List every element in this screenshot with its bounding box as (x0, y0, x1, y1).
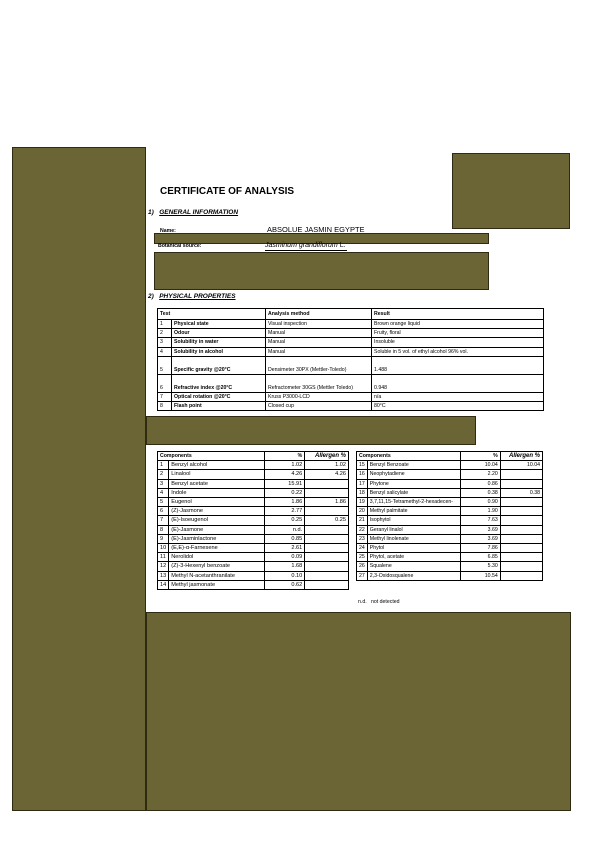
component-name: (Z)-Jasmone (169, 507, 265, 516)
component-allergen (305, 525, 349, 534)
component-allergen (305, 553, 349, 562)
footnote (358, 599, 400, 605)
component-row (158, 571, 349, 580)
component-number: 3 (158, 479, 169, 488)
component-name: Eugenol (169, 498, 265, 507)
component-allergen (305, 488, 349, 497)
component-row (357, 534, 543, 543)
component-number: 7 (158, 516, 169, 525)
component-percent: 0.62 (265, 580, 305, 589)
row-number: 8 (158, 402, 172, 411)
component-row (158, 470, 349, 479)
botanical-source-label: Botanical source: (158, 243, 202, 249)
table-row (158, 374, 544, 392)
component-name: Phytol (367, 544, 460, 553)
component-number: 19 (357, 498, 368, 507)
component-number: 10 (158, 544, 169, 553)
test-name: Optical rotation @20°C (172, 392, 266, 401)
component-percent: 1.02 (265, 461, 305, 470)
result: Insoluble (372, 338, 544, 347)
component-row (158, 498, 349, 507)
row-number: 2 (158, 329, 172, 338)
component-percent: 1.68 (265, 562, 305, 571)
component-row (357, 507, 543, 516)
component-row (357, 525, 543, 534)
table-header-row (158, 452, 349, 461)
component-percent: n.d. (265, 525, 305, 534)
component-row (158, 488, 349, 497)
analysis-method: Manual (266, 329, 372, 338)
component-number: 13 (158, 571, 169, 580)
test-name: Odour (172, 329, 266, 338)
component-percent: 0.85 (265, 534, 305, 543)
component-percent: 1.86 (265, 498, 305, 507)
component-allergen: 0.38 (500, 488, 542, 497)
table-header-row (357, 452, 543, 461)
result: Brown orange liquid (372, 320, 544, 329)
component-name: Isophytol (367, 516, 460, 525)
component-row (158, 479, 349, 488)
component-number: 17 (357, 479, 368, 488)
component-percent: 10.54 (460, 571, 500, 580)
row-number: 4 (158, 347, 172, 356)
botanical-species: Jasminum grandiflorum (265, 242, 338, 249)
component-allergen (305, 507, 349, 516)
table-row (158, 402, 544, 411)
header-components: Components (158, 452, 265, 461)
component-percent: 15.91 (265, 479, 305, 488)
component-row (357, 479, 543, 488)
component-row (357, 562, 543, 571)
test-name: Refractive index @20°C (172, 374, 266, 392)
component-row (158, 562, 349, 571)
botanical-source-value (265, 241, 347, 251)
analysis-method: Visual inspection (266, 320, 372, 329)
component-name: 3,7,11,15-Tetramethyl-2-hexadecen- (367, 498, 460, 507)
component-name: Indole (169, 488, 265, 497)
test-name: Solubility in water (172, 338, 266, 347)
component-name: Methyl palmitate (367, 507, 460, 516)
component-number: 18 (357, 488, 368, 497)
row-number: 6 (158, 374, 172, 392)
component-number: 22 (357, 525, 368, 534)
components-left-body (158, 461, 349, 590)
header-percent: % (265, 452, 305, 461)
table-row (158, 347, 544, 356)
component-name: Benzyl alcohol (169, 461, 265, 470)
component-number: 15 (357, 461, 368, 470)
component-row (158, 525, 349, 534)
redacted-section-header (146, 416, 476, 445)
component-row (357, 488, 543, 497)
component-number: 11 (158, 553, 169, 562)
analysis-method: Kruss P3000-LCD (266, 392, 372, 401)
component-allergen (500, 507, 542, 516)
component-allergen (500, 553, 542, 562)
component-percent: 4.26 (265, 470, 305, 479)
component-row (357, 516, 543, 525)
component-name: Neophytadiene (367, 470, 460, 479)
component-allergen (305, 479, 349, 488)
component-number: 9 (158, 534, 169, 543)
redacted-logo-area (452, 153, 570, 229)
header-percent: % (460, 452, 500, 461)
component-name: Geranyl linalol (367, 525, 460, 534)
component-percent: 0.10 (265, 571, 305, 580)
header-test: Test (158, 309, 266, 320)
row-number: 3 (158, 338, 172, 347)
table-row (158, 392, 544, 401)
section-general-information (148, 209, 238, 216)
component-number: 1 (158, 461, 169, 470)
result: Soluble in 5 vol. of ethyl alcohol 96% vol. (372, 347, 544, 356)
component-number: 2 (158, 470, 169, 479)
component-name: Methyl linolenate (367, 534, 460, 543)
table-row (158, 356, 544, 374)
component-percent: 0.25 (265, 516, 305, 525)
component-percent: 2.20 (460, 470, 500, 479)
row-number: 1 (158, 320, 172, 329)
component-number: 20 (357, 507, 368, 516)
component-number: 16 (357, 470, 368, 479)
physical-properties-table (157, 308, 544, 411)
component-percent: 0.09 (265, 553, 305, 562)
component-allergen (500, 525, 542, 534)
component-row (158, 507, 349, 516)
component-number: 26 (357, 562, 368, 571)
component-name: Squalene (367, 562, 460, 571)
component-allergen (305, 580, 349, 589)
component-allergen: 10.04 (500, 461, 542, 470)
component-name: Benzyl salicylate (367, 488, 460, 497)
component-name: Benzyl Benzoate (367, 461, 460, 470)
analysis-method: Closed cup (266, 402, 372, 411)
component-percent: 0.38 (460, 488, 500, 497)
component-percent: 10.04 (460, 461, 500, 470)
analysis-method: Manual (266, 347, 372, 356)
component-allergen (305, 571, 349, 580)
component-percent: 2.77 (265, 507, 305, 516)
component-name: (E)-Isoeugenol (169, 516, 265, 525)
component-name: 2,3-Oxidosqualene (367, 571, 460, 580)
section-number: 2) (148, 293, 154, 300)
component-percent: 3.69 (460, 525, 500, 534)
component-row (158, 534, 349, 543)
component-allergen (500, 479, 542, 488)
section-physical-properties (148, 293, 236, 300)
component-allergen (305, 544, 349, 553)
row-number: 7 (158, 392, 172, 401)
component-row (158, 544, 349, 553)
component-name: Methyl N-acetanthranilate (169, 571, 265, 580)
components-right-body (357, 461, 543, 581)
component-allergen (500, 562, 542, 571)
component-number: 24 (357, 544, 368, 553)
component-row (357, 544, 543, 553)
test-name: Physical state (172, 320, 266, 329)
result: n/a (372, 392, 544, 401)
component-number: 14 (158, 580, 169, 589)
component-number: 23 (357, 534, 368, 543)
component-number: 27 (357, 571, 368, 580)
component-allergen (500, 544, 542, 553)
component-row (158, 461, 349, 470)
component-allergen: 0.25 (305, 516, 349, 525)
component-percent: 2.61 (265, 544, 305, 553)
row-number: 5 (158, 356, 172, 374)
component-allergen: 4.26 (305, 470, 349, 479)
component-row (357, 553, 543, 562)
component-allergen (305, 534, 349, 543)
component-percent: 0.22 (265, 488, 305, 497)
component-row (158, 553, 349, 562)
result: Fruity, floral (372, 329, 544, 338)
components-table-left (157, 451, 349, 590)
component-number: 5 (158, 498, 169, 507)
result: 1.488 (372, 356, 544, 374)
component-row (357, 571, 543, 580)
component-row (158, 516, 349, 525)
component-name: Nerolidol (169, 553, 265, 562)
component-allergen (305, 562, 349, 571)
section-heading: GENERAL INFORMATION (159, 209, 239, 216)
test-name: Flash point (172, 402, 266, 411)
redacted-left-margin (12, 147, 146, 811)
test-name: Specific gravity @20°C (172, 356, 266, 374)
component-number: 25 (357, 553, 368, 562)
component-percent: 0.90 (460, 498, 500, 507)
product-name: ABSOLUE JASMIN EGYPTE (267, 225, 365, 234)
footnote-abbreviation: n.d. (358, 599, 367, 605)
redacted-source-block (154, 252, 489, 290)
table-row (158, 320, 544, 329)
analysis-method: Refractometer 30GS (Mettler Toledo) (266, 374, 372, 392)
component-name: Benzyl acetate (169, 479, 265, 488)
component-row (357, 461, 543, 470)
component-row (357, 470, 543, 479)
component-allergen (500, 470, 542, 479)
header-analysis-method: Analysis method (266, 309, 372, 320)
result: 0.948 (372, 374, 544, 392)
redacted-footer-block (146, 612, 571, 811)
component-percent: 7.86 (460, 544, 500, 553)
result: 80°C (372, 402, 544, 411)
component-percent: 6.85 (460, 553, 500, 562)
component-name: Phytol, acetate (367, 553, 460, 562)
component-allergen (500, 498, 542, 507)
header-allergen: Allergen % (305, 452, 349, 461)
component-name: Linalool (169, 470, 265, 479)
component-percent: 5.30 (460, 562, 500, 571)
component-name: (E)-Jasmone (169, 525, 265, 534)
component-name: Phytone (367, 479, 460, 488)
component-allergen (500, 534, 542, 543)
component-allergen (500, 571, 542, 580)
component-number: 12 (158, 562, 169, 571)
component-number: 8 (158, 525, 169, 534)
component-allergen (500, 516, 542, 525)
component-percent: 7.63 (460, 516, 500, 525)
components-table-right (356, 451, 543, 581)
component-percent: 3.69 (460, 534, 500, 543)
component-percent: 0.86 (460, 479, 500, 488)
table-row (158, 329, 544, 338)
component-allergen: 1.02 (305, 461, 349, 470)
section-number: 1) (148, 209, 154, 216)
header-components: Components (357, 452, 461, 461)
component-row (357, 498, 543, 507)
table-row (158, 338, 544, 347)
document-title: CERTIFICATE OF ANALYSIS (160, 186, 295, 197)
analysis-method: Manual (266, 338, 372, 347)
footnote-text: not detected (370, 599, 400, 605)
header-result: Result (372, 309, 544, 320)
test-name: Solubility in alcohol (172, 347, 266, 356)
botanical-authority: L. (339, 242, 346, 249)
header-allergen: Allergen % (500, 452, 542, 461)
section-heading: PHYSICAL PROPERTIES (159, 293, 236, 300)
table-header-row (158, 309, 544, 320)
component-name: (Z)-3-Hexenyl benzoate (169, 562, 265, 571)
component-number: 4 (158, 488, 169, 497)
component-name: Methyl jasmonate (169, 580, 265, 589)
analysis-method: Densimeter 30PX (Mettler-Toledo) (266, 356, 372, 374)
component-name: (E,E)-α-Farnesene (169, 544, 265, 553)
component-number: 6 (158, 507, 169, 516)
name-label: Name: (160, 228, 176, 234)
component-percent: 1.90 (460, 507, 500, 516)
component-row (158, 580, 349, 589)
component-number: 21 (357, 516, 368, 525)
component-name: (E)-Jasminlactone (169, 534, 265, 543)
component-allergen: 1.86 (305, 498, 349, 507)
